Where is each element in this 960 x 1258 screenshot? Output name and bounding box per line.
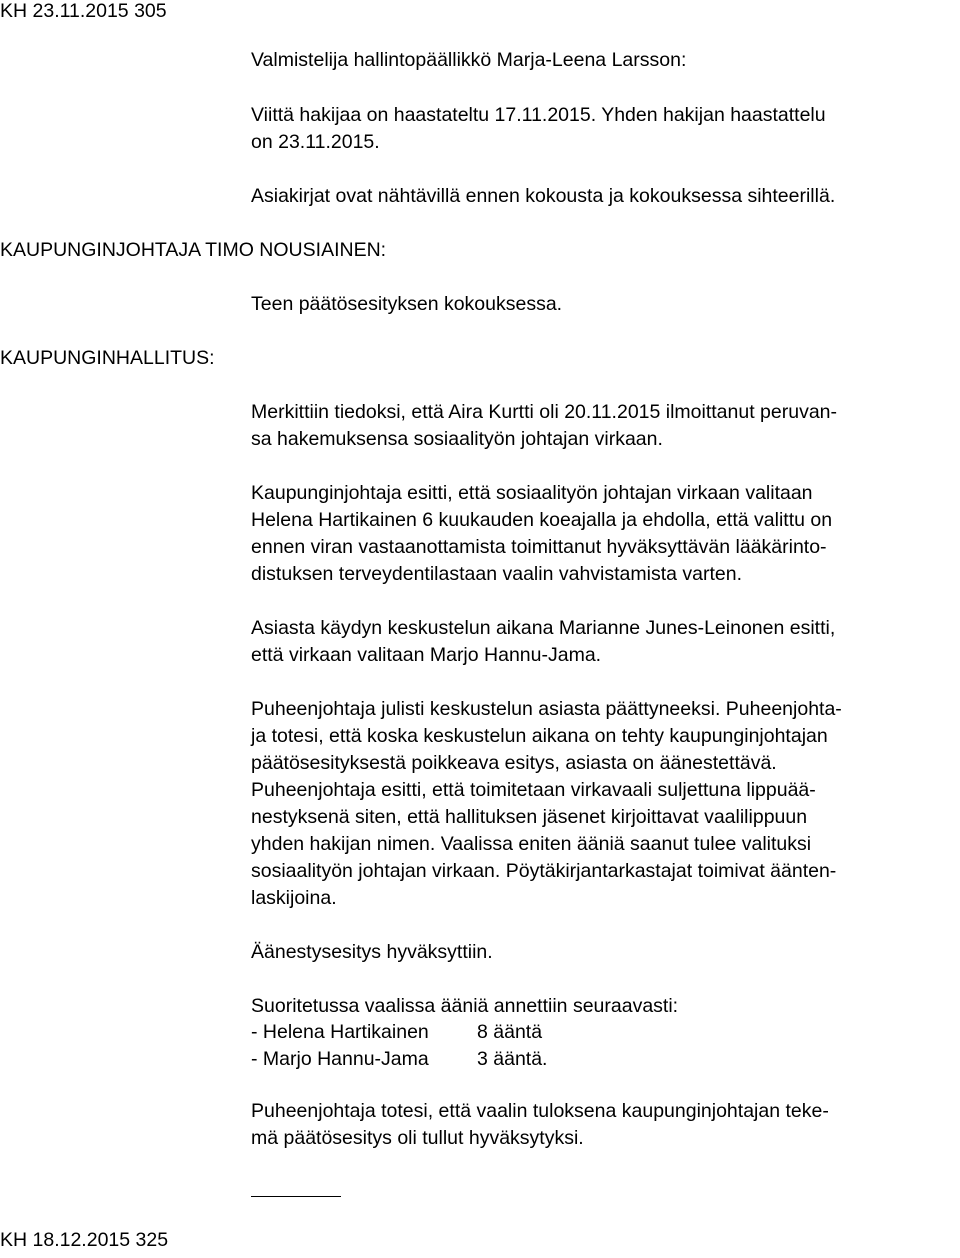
proposal-line-3: ennen viran vastaanottamista toimittanut hyväksyttävän lääkärinto- bbox=[251, 536, 827, 558]
proposal-line-2: Helena Hartikainen 6 kuukauden koeajalla ja ehdolla, että valittu on bbox=[251, 509, 833, 531]
mayor-label: KAUPUNGINJOHTAJA TIMO NOUSIAINEN: bbox=[0, 239, 387, 261]
withdrawal-line-2: sa hakemuksensa sosiaalityön johtajan virkaan. bbox=[251, 428, 663, 450]
board-label: KAUPUNGINHALLITUS: bbox=[0, 347, 215, 369]
interview-line-1: Viittä hakijaa on haastateltu 17.11.2015. Yhden hakijan haastattelu bbox=[251, 104, 826, 126]
section-divider bbox=[251, 1196, 341, 1197]
voting-procedure-line-7: sosiaalityön johtajan virkaan. Pöytäkirjantarkastajat toimivat äänten- bbox=[251, 860, 837, 882]
voting-procedure-line-2: ja totesi, että koska keskustelun aikana on tehty kaupunginjohtajan bbox=[251, 725, 828, 747]
results-heading: Suoritetussa vaalissa ääniä annettiin seuraavasti: bbox=[251, 995, 679, 1017]
preparer-heading: Valmistelija hallintopäällikkö Marja-Leena Larsson: bbox=[251, 49, 687, 71]
result-votes-hannu-jama: 3 ääntä. bbox=[477, 1048, 548, 1070]
result-votes-hartikainen: 8 ääntä bbox=[477, 1021, 543, 1043]
footer-meeting-reference: KH 18.12.2015 325 bbox=[0, 1229, 169, 1251]
header-meeting-reference: KH 23.11.2015 305 bbox=[0, 0, 167, 22]
counter-proposal-line-1: Asiasta käydyn keskustelun aikana Marianne Junes-Leinonen esitti, bbox=[251, 617, 836, 639]
voting-procedure-line-6: yhden hakijan nimen. Vaalissa eniten ääniä saanut tulee valituksi bbox=[251, 833, 812, 855]
conclusion-line-1: Puheenjohtaja totesi, että vaalin tuloksena kaupunginjohtajan teke- bbox=[251, 1100, 829, 1122]
voting-procedure-line-4: Puheenjohtaja esitti, että toimitetaan virkavaali suljettuna lippuää- bbox=[251, 779, 816, 801]
voting-procedure-line-3: päätösesityksestä poikkeava esitys, asiasta on äänestettävä. bbox=[251, 752, 777, 774]
voting-procedure-line-1: Puheenjohtaja julisti keskustelun asiasta päättyneeksi. Puheenjohta- bbox=[251, 698, 842, 720]
withdrawal-line-1: Merkittiin tiedoksi, että Aira Kurtti oli 20.11.2015 ilmoittanut peruvan- bbox=[251, 401, 838, 423]
conclusion-line-2: mä päätösesitys oli tullut hyväksytyksi. bbox=[251, 1127, 584, 1149]
proposal-line-4: distuksen terveydentilastaan vaalin vahvistamista varten. bbox=[251, 563, 743, 585]
counter-proposal-line-2: että virkaan valitaan Marjo Hannu-Jama. bbox=[251, 644, 602, 666]
vote-approved: Äänestysesitys hyväksyttiin. bbox=[251, 941, 493, 963]
mayor-proposal: Teen päätösesityksen kokouksessa. bbox=[251, 293, 563, 315]
result-name-hartikainen: - Helena Hartikainen bbox=[251, 1021, 429, 1043]
proposal-line-1: Kaupunginjohtaja esitti, että sosiaalityön johtajan virkaan valitaan bbox=[251, 482, 813, 504]
documents-note: Asiakirjat ovat nähtävillä ennen kokousta ja kokouksessa sihteerillä. bbox=[251, 185, 836, 207]
voting-procedure-line-5: nestyksenä siten, että hallituksen jäsenet kirjoittavat vaalilippuun bbox=[251, 806, 808, 828]
interview-line-2: on 23.11.2015. bbox=[251, 131, 380, 153]
voting-procedure-line-8: laskijoina. bbox=[251, 887, 337, 909]
result-name-hannu-jama: - Marjo Hannu-Jama bbox=[251, 1048, 429, 1070]
